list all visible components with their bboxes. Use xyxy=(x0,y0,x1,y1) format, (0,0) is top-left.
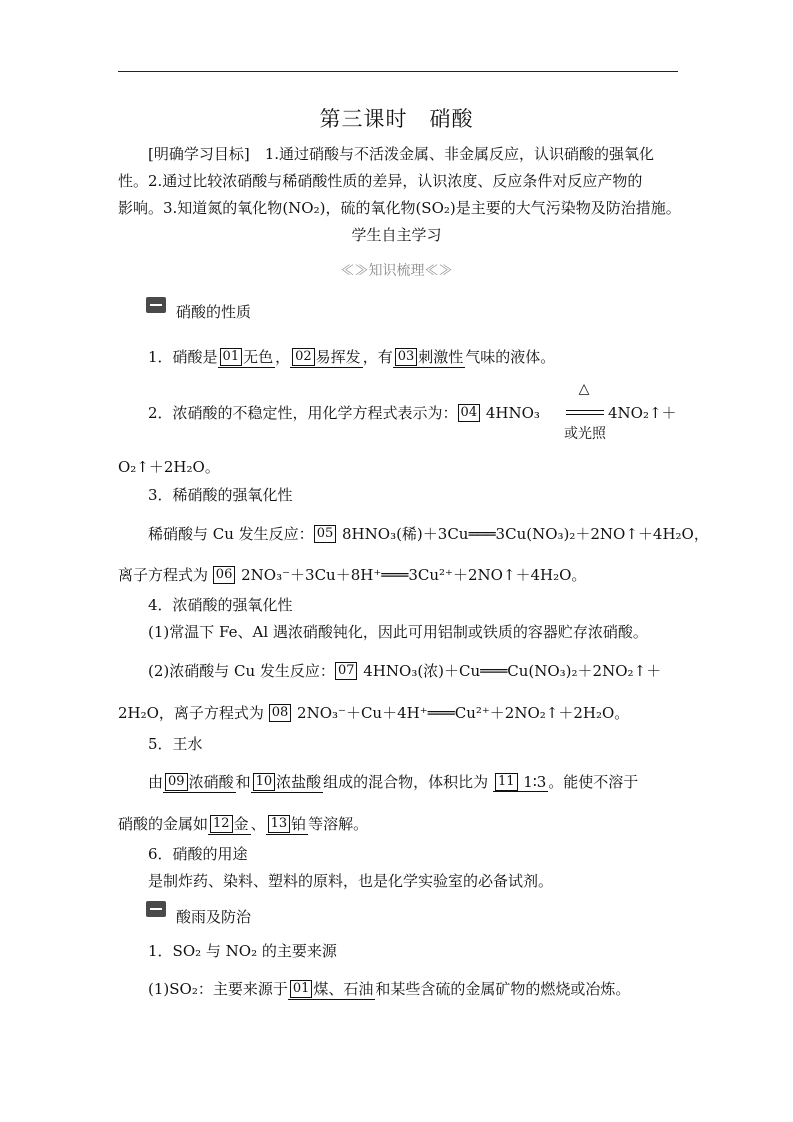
topic-heading-acid-rain: 酸雨及防治 xyxy=(176,908,252,926)
answer-number: 05 xyxy=(314,525,337,543)
item-1: 1．硝酸是 01 无色 ， 02 易挥发 ，有 03 刺激性 气味的液体。 xyxy=(148,348,556,366)
objectives-line-3: 影响。3.知道氮的氧化物(NO₂)，硫的氧化物(SO₂)是主要的大气污染物及防治措施。 xyxy=(118,199,681,217)
answer-number: 01 xyxy=(290,980,313,998)
item-4-heading: 4．浓硝酸的强氧化性 xyxy=(148,596,293,614)
item-3-heading: 3．稀硝酸的强氧化性 xyxy=(148,486,293,504)
answer-number: 11 xyxy=(495,773,518,791)
item-5-line-2: 硝酸的金属如 12 金 、 13 铂 等溶解。 xyxy=(118,815,369,833)
answer-blank: 01 煤、石油 xyxy=(288,978,376,1000)
answer-number: 12 xyxy=(210,815,233,833)
reaction-condition-heat: △ xyxy=(578,381,590,397)
item-2-continuation: O₂↑＋2H₂O。 xyxy=(118,458,220,476)
equation-double-bar xyxy=(566,410,604,415)
reaction-condition-light: 或光照 xyxy=(564,426,606,442)
answer-number: 01 xyxy=(220,348,243,366)
answer-number: 09 xyxy=(165,773,188,791)
answer-number: 06 xyxy=(213,566,236,584)
answer-blank: 01 无色 xyxy=(218,346,276,368)
item-3-ionic: 离子方程式为 06 2NO₃⁻＋3Cu＋8H⁺═══3Cu²⁺＋2NO↑＋4H₂O。 xyxy=(118,566,587,584)
answer-blank: 09 浓硝酸 xyxy=(163,771,236,793)
item-3-reaction: 稀硝酸与 Cu 发生反应： 05 8HNO₃(稀)＋3Cu═══3Cu(NO₃)₂＋2NO↑＋4H₂O， xyxy=(148,525,709,543)
section-marker-icon xyxy=(146,297,166,313)
acid-rain-item-1: 1．SO₂ 与 NO₂ 的主要来源 xyxy=(148,942,337,960)
page-title: 第三课时 硝酸 xyxy=(319,107,474,131)
item-4-2: (2)浓硝酸与 Cu 发生反应： 07 4HNO₃(浓)＋Cu═══Cu(NO₃)₂＋2NO₂↑＋ xyxy=(148,662,662,680)
answer-number: 03 xyxy=(395,348,418,366)
acid-rain-item-1-1: (1)SO₂：主要来源于 01 煤、石油 和某些含硫的金属矿物的燃烧或冶炼。 xyxy=(148,980,631,998)
item-6-text: 是制炸药、染料、塑料的原料，也是化学实验室的必备试剂。 xyxy=(148,872,554,890)
answer-blank: 02 易挥发 xyxy=(290,346,363,368)
item-5-heading: 5．王水 xyxy=(148,735,203,753)
answer-number: 08 xyxy=(269,704,292,722)
answer-number: 10 xyxy=(253,773,276,791)
section-title: 学生自主学习 xyxy=(351,226,442,244)
answer-number: 13 xyxy=(268,815,291,833)
item-2: 2．浓硝酸的不稳定性，用化学方程式表示为： 04 4HNO₃ xyxy=(148,404,540,422)
answer-blank: 10 浓盐酸 xyxy=(251,771,324,793)
subsection-title: ≪≫知识梳理≪≫ xyxy=(340,263,453,279)
equation-right-side: 4NO₂↑＋ xyxy=(608,404,677,422)
item-6-heading: 6．硝酸的用途 xyxy=(148,845,248,863)
answer-blank: 13 铂 xyxy=(266,813,309,835)
answer-blank: 12 金 xyxy=(208,813,251,835)
item-4-2-ionic: 2H₂O，离子方程式为 08 2NO₃⁻＋Cu＋4H⁺═══Cu²⁺＋2NO₂↑＋2H₂O。 xyxy=(118,704,630,722)
objectives-line-2: 性。2.通过比较浓硝酸与稀硝酸性质的差异，认识浓度、反应条件对反应产物的 xyxy=(118,172,643,190)
answer-number: 07 xyxy=(335,662,358,680)
answer-number: 04 xyxy=(458,404,481,422)
section-marker-icon xyxy=(146,901,166,917)
answer-blank: 03 刺激性 xyxy=(393,346,466,368)
topic-heading-nitric-acid: 硝酸的性质 xyxy=(176,303,252,321)
header-rule xyxy=(118,71,678,72)
item-5-line-1: 由 09 浓硝酸 和 10 浓盐酸 组成的混合物，体积比为 11 1∶3 。能使不溶于 xyxy=(148,773,639,791)
answer-blank: 11 1∶3 xyxy=(493,773,548,792)
answer-number: 02 xyxy=(292,348,315,366)
item-4-1: (1)常温下 Fe、Al 遇浓硝酸钝化，因此可用铝制或铁质的容器贮存浓硝酸。 xyxy=(148,623,648,641)
objectives-line-1: [明确学习目标] 1.通过硝酸与不活泼金属、非金属反应，认识硝酸的强氧化 xyxy=(148,145,655,163)
